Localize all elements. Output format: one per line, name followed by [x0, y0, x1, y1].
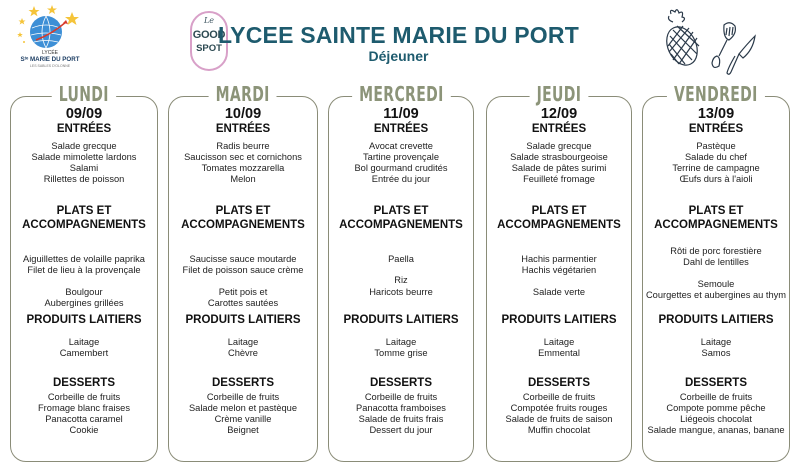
- good-spot-spot: SPOT: [196, 43, 222, 54]
- day-column-mardi: [168, 82, 318, 462]
- entrees-list: [163, 141, 323, 186]
- entree-item: Salade du chef: [684, 151, 748, 162]
- lycee-logo-line1: LYCÉE: [41, 50, 59, 56]
- spacer: [323, 265, 479, 275]
- entree-item: Pastèque: [696, 140, 736, 151]
- plats-title-line2: ACCOMPAGNEMENTS: [497, 218, 621, 231]
- laitiers-list: [323, 337, 479, 360]
- day-column-mercredi: [328, 82, 474, 462]
- plats-title-line1: PLATS ET: [688, 205, 744, 217]
- spacer: [5, 277, 163, 287]
- plat-item: Courgettes et aubergines au thym: [645, 289, 787, 300]
- laitier-item: Emmental: [538, 347, 580, 358]
- laitier-item: Laitage: [227, 336, 259, 347]
- plats-title-line1: PLATS ET: [531, 205, 587, 217]
- entree-item: Radis beurre: [216, 140, 270, 151]
- laitier-item: Samos: [701, 347, 731, 358]
- page-title: LYCEE SAINTE MARIE DU PORT: [218, 22, 579, 48]
- laitiers-section: [5, 314, 163, 359]
- laitiers-title: PRODUITS LAITIERS: [343, 314, 459, 326]
- plats-section: [163, 205, 323, 309]
- entree-item: Rillettes de poisson: [43, 174, 125, 185]
- dessert-item: Cookie: [69, 425, 99, 436]
- desserts-list: [163, 392, 323, 437]
- desserts-section: [637, 377, 795, 437]
- entree-item: Feuilleté fromage: [523, 174, 595, 185]
- dessert-item: Compotée fruits rouges: [510, 402, 608, 413]
- dessert-item: Corbeille de fruits: [47, 391, 121, 402]
- plats-section: [323, 205, 479, 298]
- entree-item: Salami: [69, 163, 99, 174]
- day-date: 10/09: [224, 106, 262, 122]
- desserts-section: [5, 377, 163, 437]
- entrees-title: ENTRÉES: [56, 123, 112, 135]
- good-spot-good: GOOD: [192, 29, 226, 41]
- dessert-item: Salade mangue, ananas, banane: [647, 425, 785, 436]
- desserts-section: [323, 377, 479, 437]
- plat-item: Dahl de lentilles: [683, 257, 749, 268]
- laitier-item: Laitage: [543, 336, 575, 347]
- dessert-item: Corbeille de fruits: [206, 391, 280, 402]
- laitiers-list: [637, 337, 795, 360]
- laitier-item: Camembert: [59, 347, 109, 358]
- entree-item: Saucisson sec et cornichons: [184, 151, 302, 162]
- day-date: 13/09: [697, 106, 735, 122]
- plats-title-line2: ACCOMPAGNEMENTS: [22, 218, 146, 231]
- laitiers-list: [163, 337, 323, 360]
- day-name: MERCREDI: [352, 83, 451, 105]
- dessert-item: Corbeille de fruits: [522, 391, 596, 402]
- day-name: LUNDI: [52, 83, 116, 105]
- dessert-item: Panacotta caramel: [45, 414, 123, 425]
- entrees-list: [5, 141, 163, 186]
- plat-item: Semoule: [697, 278, 735, 289]
- good-spot-le: Le: [203, 16, 215, 25]
- entree-item: Salade grecque: [526, 140, 592, 151]
- plats-title-line1: PLATS ET: [215, 205, 271, 217]
- entrees-section: [481, 123, 637, 186]
- plats-title-line2: ACCOMPAGNEMENTS: [181, 218, 305, 231]
- dessert-item: Corbeille de fruits: [679, 391, 753, 402]
- plats-section: [481, 205, 637, 298]
- plat-item: Aubergines grillées: [44, 297, 124, 308]
- dessert-item: Muffin chocolat: [527, 425, 591, 436]
- entrees-title: ENTRÉES: [531, 123, 587, 135]
- entree-item: Terrine de campagne: [672, 163, 760, 174]
- plat-item: Rôti de porc forestière: [670, 246, 762, 256]
- laitiers-title: PRODUITS LAITIERS: [185, 314, 301, 326]
- desserts-list: [5, 392, 163, 437]
- entrees-list: [637, 141, 795, 186]
- page-subtitle: Déjeuner: [368, 48, 429, 64]
- knife-icon: [727, 36, 755, 74]
- plat-item: Haricots beurre: [369, 286, 433, 297]
- laitiers-list: [481, 337, 637, 360]
- laitier-item: Laitage: [700, 336, 732, 347]
- pineapple-icon: [661, 10, 703, 70]
- entrees-title: ENTRÉES: [215, 123, 271, 135]
- pineapple-utensils-illustration: [655, 8, 765, 78]
- plat-item: Carottes sautées: [207, 297, 279, 308]
- plat-item: Petit pois et: [218, 286, 268, 297]
- laitier-item: Tomme grise: [374, 347, 428, 358]
- laitiers-title: PRODUITS LAITIERS: [501, 314, 617, 326]
- desserts-list: [481, 392, 637, 437]
- plats-section: [637, 205, 795, 301]
- entree-item: Salade de pâtes surimi: [511, 163, 607, 174]
- entree-item: Tartine provençale: [363, 151, 439, 162]
- plat-item: Salade verte: [532, 286, 586, 297]
- dessert-item: Panacotta framboises: [356, 402, 446, 413]
- day-date: 09/09: [65, 106, 103, 122]
- plats-list: [481, 254, 637, 298]
- laitiers-list: [5, 337, 163, 360]
- entrees-section: [323, 123, 479, 186]
- plats-list: [637, 246, 795, 301]
- plat-item: Riz: [394, 275, 408, 286]
- plats-list: [163, 254, 323, 309]
- entrees-section: [5, 123, 163, 186]
- desserts-title: DESSERTS: [528, 377, 590, 389]
- dessert-item: Beignet: [227, 425, 259, 436]
- entrees-title: ENTRÉES: [688, 123, 744, 135]
- plats-list: [5, 254, 163, 309]
- spacer: [481, 277, 637, 287]
- entrees-title: ENTRÉES: [373, 123, 429, 135]
- day-column-vendredi: [642, 82, 790, 462]
- plats-section: [5, 205, 163, 309]
- entree-item: Salade grecque: [51, 140, 117, 151]
- dessert-item: Corbeille de fruits: [364, 391, 438, 402]
- desserts-section: [481, 377, 637, 437]
- plat-item: Hachis végétarien: [521, 265, 597, 276]
- dessert-item: Salade melon et pastèque: [188, 402, 298, 413]
- dessert-item: Salade de fruits de saison: [505, 414, 613, 425]
- entree-item: Salade strasbourgeoise: [510, 151, 608, 162]
- plats-title-line2: ACCOMPAGNEMENTS: [654, 218, 778, 231]
- plat-item: Hachis parmentier: [521, 254, 597, 264]
- laitiers-title: PRODUITS LAITIERS: [658, 314, 774, 326]
- entree-item: Bol gourmand crudités: [354, 163, 448, 174]
- entrees-section: [163, 123, 323, 186]
- desserts-title: DESSERTS: [685, 377, 747, 389]
- lycee-logo-line3: LES SABLES D'OLONNE: [29, 64, 71, 68]
- plats-title-line1: PLATS ET: [56, 205, 112, 217]
- entree-item: Avocat crevette: [369, 140, 433, 151]
- entrees-list: [323, 141, 479, 186]
- dessert-item: Crème vanille: [214, 414, 272, 425]
- plats-title-line2: ACCOMPAGNEMENTS: [339, 218, 463, 231]
- desserts-title: DESSERTS: [53, 377, 115, 389]
- desserts-list: [637, 392, 795, 437]
- plats-title-line1: PLATS ET: [373, 205, 429, 217]
- laitiers-section: [637, 314, 795, 359]
- spacer: [637, 269, 795, 279]
- plat-item: Filet de lieu à la provençale: [27, 265, 141, 276]
- day-name: JEUDI: [530, 83, 589, 105]
- entree-item: Tomates mozzarella: [201, 163, 285, 174]
- desserts-list: [323, 392, 479, 437]
- day-name: VENDREDI: [667, 83, 765, 105]
- dessert-item: Fromage blanc fraises: [38, 402, 130, 413]
- entree-item: Œufs durs à l'aioli: [679, 174, 753, 185]
- laitiers-title: PRODUITS LAITIERS: [26, 314, 142, 326]
- day-date: 12/09: [540, 106, 578, 122]
- laitier-item: Chèvre: [228, 347, 258, 358]
- laitier-item: Laitage: [385, 336, 417, 347]
- dessert-item: Compote pomme pêche: [666, 402, 766, 413]
- desserts-title: DESSERTS: [212, 377, 274, 389]
- entree-item: Salade mimolette lardons: [31, 151, 137, 162]
- dessert-item: Liégeois chocolat: [680, 414, 752, 425]
- desserts-section: [163, 377, 323, 437]
- laitiers-section: [163, 314, 323, 359]
- spacer: [163, 277, 323, 287]
- plat-item: Paella: [388, 254, 414, 264]
- plat-item: Aiguillettes de volaille paprika: [23, 254, 145, 264]
- dessert-item: Dessert du jour: [369, 425, 433, 436]
- dessert-item: Salade de fruits frais: [358, 414, 444, 425]
- day-date: 11/09: [383, 106, 419, 122]
- lycee-logo-line2: Sᵗᵉ MARIE DU PORT: [20, 56, 80, 63]
- plats-list: [323, 254, 479, 298]
- laitiers-section: [481, 314, 637, 359]
- day-column-lundi: [10, 82, 158, 462]
- entree-item: Entrée du jour: [371, 174, 431, 185]
- entrees-section: [637, 123, 795, 186]
- desserts-title: DESSERTS: [370, 377, 432, 389]
- entree-item: Melon: [230, 174, 256, 185]
- entrees-list: [481, 141, 637, 186]
- plat-item: Saucisse sauce moutarde: [189, 254, 297, 264]
- plat-item: Boulgour: [65, 286, 103, 297]
- plat-item: Filet de poisson sauce crème: [182, 265, 304, 276]
- day-column-jeudi: [486, 82, 632, 462]
- laitier-item: Laitage: [68, 336, 100, 347]
- laitiers-section: [323, 314, 479, 359]
- day-name: MARDI: [209, 83, 277, 105]
